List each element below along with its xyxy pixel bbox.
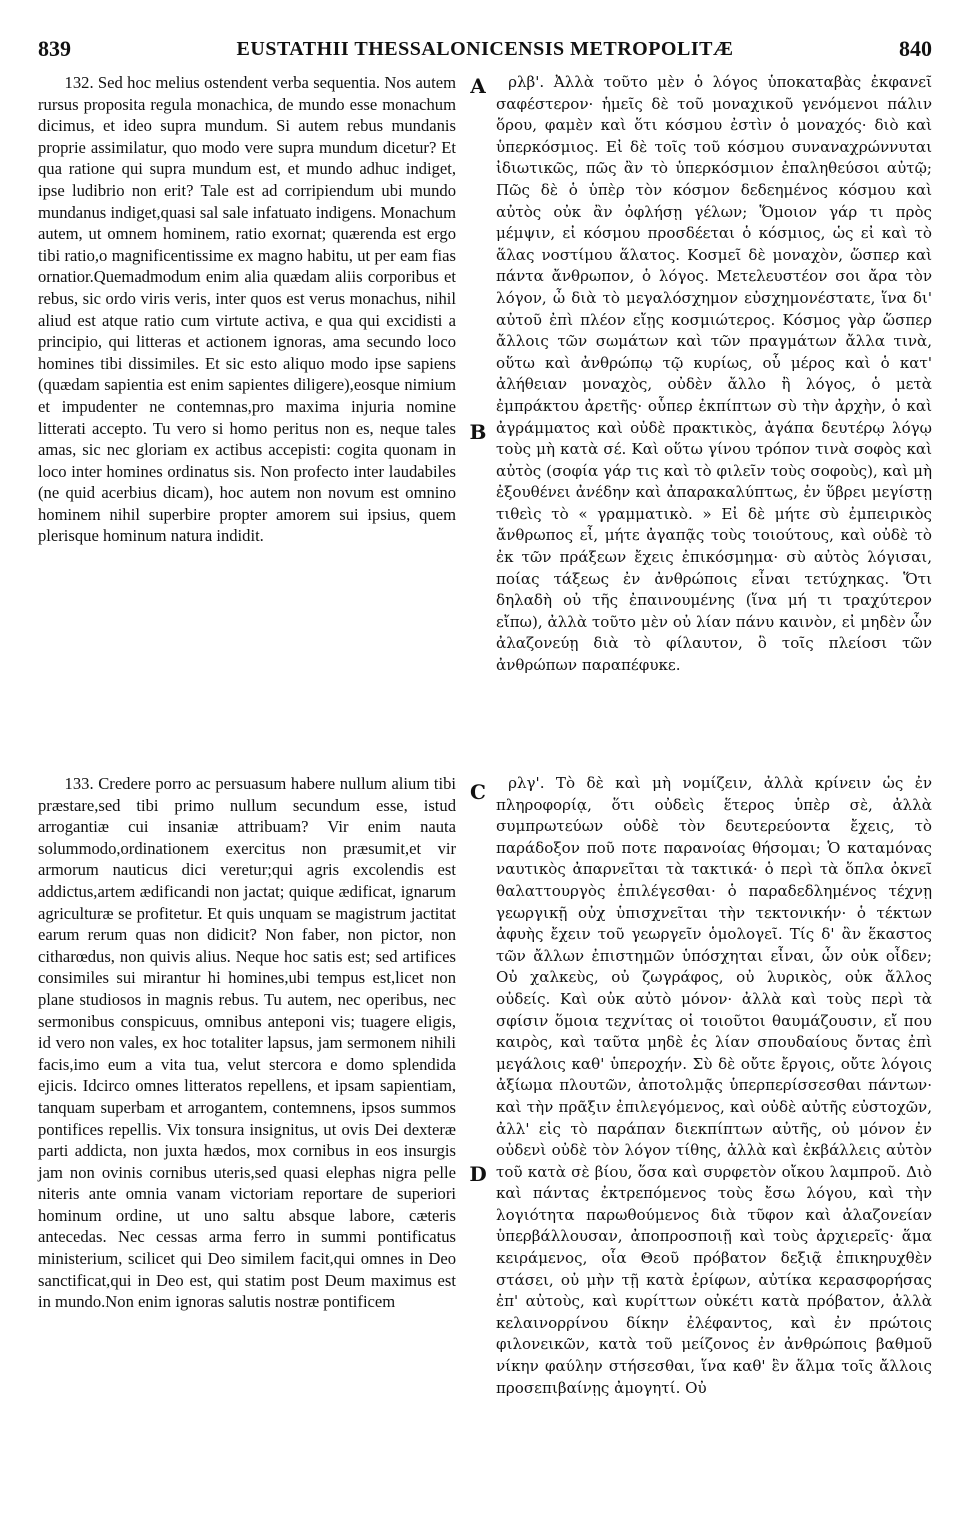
page-number-left: 839 <box>38 36 71 61</box>
latin-section-132 <box>38 72 456 547</box>
margin-marker-b: B <box>469 420 487 444</box>
page-number-right: 840 <box>899 36 932 61</box>
margin-marker-d: D <box>469 1162 487 1186</box>
greek-section-132 <box>496 72 932 677</box>
latin-paragraph-132: 132. Sed hoc melius ostendent verba sequentia. Nos autem rursus proposita regula monachica, de mundo esse monachum dicimus, et ideo supra mundum. Si autem rebus mundanis proprie assimilatur, quo modo vere supra mundum dicetur? Et qua ratione qui supra mundum est, et mundo adhuc indiget, ipse ludibrio non erit? Tale est ad corripiendum ubi mundo mundanus indiget,quasi sal sale infatuato indigens. Monachum autem, ut omnem hominem, ratio exornat; quærenda est ergo tibi ratio,o magnificentissime ex magno habitu, ut per eam fias ornatior.Quemadmodum enim alia quædam aliis corporibus et rebus, sic ordo viris veris, inter quos est verus monachus, nihil aliud est atque ratio cum virtute activa, e qua qui excidisti a principio, qui litteras et actionem ignoras, ama secundo loco homines tibi dissimiles. Et sic esto aliquo modo ipse sapiens (quædam sapientia est enim sapientes diligere),eosque nimium et impudenter ne contemnas,pro maxima injuria nomine litterati accepto. Tu vero si homo peritus non es, neque tales amas, sic nec gloriam ex actibus accepisti: cogita quonam in loco inter homines ordinatus sis. Non profecto inter laudabiles (ne quid acerbius dicam), hoc autem non novum est omnino hominem nihil superbire propter amorem sui ipsius, quem plerisque hominum natura indidit. <box>38 73 456 546</box>
latin-section-133 <box>38 773 456 1313</box>
margin-marker-a: A <box>470 74 486 98</box>
greek-paragraph-132: ρλβ'. Ἀλλὰ τοῦτο μὲν ὁ λόγος ὑποκαταβὰς ἐκφανεῖ σαφέστερον· ἡμεῖς δὲ τοῦ μοναχικοῦ γενόμενοι πάλιν ὅρου, φαμὲν καὶ ὅτι κόσμου ἐστὶν ὁ μοναχός· διὸ καὶ ὑπερκόσμιος. Εἰ δὲ τοῖς τοῦ κόσμου συναναχρώννυται ἰδιωτικῶς, πῶς ἂν τὸ ὑπερκόσμιον ἐπαληθεύσοι αὐτῷ; Πῶς δὲ ὁ ὑπὲρ τὸν κόσμον δεδεημένος κόσμου καὶ αὐτὸς οὐκ ἂν ὀφλήσῃ γέλων; Ὅμοιον γάρ τι πρὸς μέμψιν, εἰ κόσμου προσδέεται ὁ κόσμιος, ὡς εἰ καὶ τὸ ἅλας νοστίμου ἅλατος. Κοσμεῖ δὲ μοναχὸν, ὥσπερ καὶ πάντα ἄνθρωπον, ὁ λόγος. Μετελευστέον σοι ἄρα τὸν λόγον, ὦ διὰ τὸ μεγαλόσχημον εὐσχημονέστατε, ἵνα δι' αὐτοῦ ἐπὶ πλέον εἴῃς κοσμιώτερος. Κόσμος γὰρ ὥσπερ ἄλλοις τῶν σωμάτων καὶ τῶν πραγμάτων ἄλλα τινὰ, οὕτω καὶ ἀνθρώπῳ τῷ κυρίως, οὗ μέρος καὶ ὁ κατ' ἀλήθειαν μοναχὸς, οὐδὲν ἄλλο ἢ λόγος, ὁ μετὰ ἐμπράκτου ἀρετῆς· οὗπερ ἐκπίπτων σὺ τὴν ἀρχὴν, ὁ καὶ ἀγράμματος καὶ οὐδὲ πρακτικὸς, ἀγάπα δευτέρῳ λόγῳ τοὺς μὴ κατὰ σέ. Καὶ οὕτω γίνου τρόπον τινὰ σοφὸς καὶ αὐτὸς (σοφία γάρ τις καὶ τὸ φιλεῖν τοὺς σοφοὺς), καὶ μὴ ἐξουθένει ἀνέδην καὶ ἀπαρακαλύπτως, ἐν ὕβρει μεγίστῃ τιθεὶς τὸ « γραμματικὸ. » Εἰ δὲ μήτε σὺ ἐμπειρικὸς ἄνθρωπος εἶ, μήτε ἀγαπᾷς τοὺς τοιούτους, καὶ οὐδὲ τὸ ἐκ τῶν πράξεων ἔχεις ἐπικόσμημα· σὺ αὐτὸς λόγισαι, ποίας τάξεως ἐν ἀνθρώποις εἶναι τετύχηκας. Ὅτι δηλαδὴ οὐ τῆς ἐπαινουμένης (ἵνα μή τι τραχύτερον εἴπω), ἀλλὰ τοῦτο μὲν οὐ λίαν πάνυ καινὸν, εἰ μηδὲν ὧν ἀλαζονεύῃ διὰ τὸ φίλαυτον, ὃ τοῖς πλείοσι τῶν ἀνθρώπων παραπέφυκε. <box>496 73 932 675</box>
running-title: EUSTATHII THESSALONICENSIS METROPOLITÆ <box>236 38 734 60</box>
latin-paragraph-133: 133. Credere porro ac persuasum habere nullum alium tibi præstare,sed tibi primo nullum secundum esse, istud arrogantiæ cui insaniæ attribuam? Vir enim nauta solummodo,ordinationem exercitus non præsumit,et vir armorum nauticus dici veretur;qui agris excolendis est addictus,artem ædificandi non jactat; quique ædificat, ignarum agriculturæ se profitetur. Et quis unquam se magistrum jactitat earum rerum quas non didicit? Non faber, non pictor, non citharœdus, non quivis alius. Neque hoc satis est; sed artifices consimiles sui mirantur hi homines,ubi tempus est,licet non plane studiosos in magnis rebus. Tu autem, nec operibus, nec sermonibus conspicuus, omnibus anteponi vis; tuagere eligis, id vero non vales, ex hoc totaliter lapsus, jam sermonem nihili facis,imo eum a vita tua, velut stercora e domo splendida ejicis. Idcirco omnes litteratos repellens, et ipsam sapientiam, tanquam superbam et arrogantem, contemnens, ipsos summos pontifices repellis. Vix tonsura insignitus, ut ovis Dei dexteræ parti addicta, non juxta hædos, mox cornibus in eos insurgis jam non ovinis cornibus uteris,sed quasi elephas nigra pelle niteris ante omnia vanam victoriam reportare de superiori hominum ordine, ut uno saltu absque labore, cæteris antecedas. Nec cessas arma ferro in summi pontificatus ministerium, scilicet qui Deo similem facit,qui omnes in Deo sanctificat,qui in Deo est, qui statim post Deum maximus est in mundo.Non enim ignoras salutis nostræ pontificem <box>38 774 456 1312</box>
greek-section-133 <box>496 773 932 1399</box>
margin-marker-c: C <box>470 780 486 804</box>
page-header <box>30 36 940 64</box>
greek-paragraph-133: ρλγ'. Τὸ δὲ καὶ μὴ νομίζειν, ἀλλὰ κρίνειν ὡς ἐν πληροφορίᾳ, ὅτι οὐδεὶς ἕτερος ὑπὲρ σὲ, ἀλλὰ συμπρωτεύων οὐδὲ τὸν δευτερεύοντα ἔχεις, τὸ παράδοξον ποῦ ποτε παρανοίας θήσομαι; Ὁ καταμόνας ναυτικὸς ἀπαρνεῖται τὰ τακτικά· ὁ περὶ τὰ ὅπλα ὀκνεῖ θαλαττουργὸς ἐπιλέγεσθαι· ὁ παραδεδλημένος τέχνῃ γεωργικῇ οὐχ ὑπισχνεῖται τὴν τεκτονικήν· ὁ τέκτων ἀφυὴς ἔχειν τοῦ γεωργεῖν ὁμολογεῖ. Τίς δ' ἂν ἕκαστος τῶν ἄλλων ἐπιστημῶν ὑπόσχηται εἶναι, ὧν οὐκ οἶδεν; Οὐ χαλκεὺς, οὐ ζωγράφος, οὐ λυρικὸς, οὐκ ἄλλος οὐδείς. Καὶ οὐκ αὐτὸ μόνον· ἀλλὰ καὶ τοὺς περὶ τὰ σφίσιν ὅμοια τεχνίτας οἱ τοιοῦτοι θαυμάζουσιν, εἴ που καιρὸς, καὶ ταῦτα μηδὲ ἐς λίαν σπουδαίους ὄντας ἐπὶ μεγάλοις καθ' ὑπεροχήν. Σὺ δὲ οὔτε ἔργοις, οὔτε λόγοις ἀξίωμα πλουτῶν, ἀποτολμᾷς ὑπερπερίσσεσθαι πάντων· καὶ τὴν πρᾶξιν ἐπιλεγόμενος, καὶ οὐδὲ αὐτῆς εὐστοχῶν, ἀλλ' εἰς τὸ παράπαν διεκπίπτων αὐτῆς, οὐ μόνον ἐν οὐδενὶ οὐδὲ τὸν λόγον τίθης, ἀλλὰ καὶ ἐκβάλλεις αὐτὸν τοῦ κατὰ σὲ βίου, ὅσα καὶ συρφετὸν οἴκου λαμπροῦ. Διὸ καὶ πάντας ἐκτρεπόμενος τοὺς ἔσω λόγου, καὶ τὴν λογιότητα παρωθούμενος διὰ τῦφον καὶ ἀλαζονείαν ὑπερβάλλουσαν, ἀποπροσποιῇ καὶ τοὺς ἀρχιερεῖς· ἅμα κειράμενος, οἷα Θεοῦ πρόβατον δεξιᾷ ἐπικηρυχθὲν στάσει, οὐ μὴν τῇ κατὰ ἐρίφων, αὐτίκα κερασφορήσας ἐπ' αὐτοὺς, καὶ κυρίττων οὐκέτι κατὰ πρόβατον, ἀλλὰ κελαινορρίνου δίκην ἐλέφαντος, καὶ ἐν πρώτοις φιλονεικῶν, κατὰ τοῦ μείζονος ἐν ἀνθρώποις βαθμοῦ νίκην φαύλην στήσεσθαι, ἵνα καθ' ἓν ἅλμα τοῖς ἄλλοις προσεπιβαίνῃς ἀμογητί. Οὐ <box>496 774 932 1397</box>
